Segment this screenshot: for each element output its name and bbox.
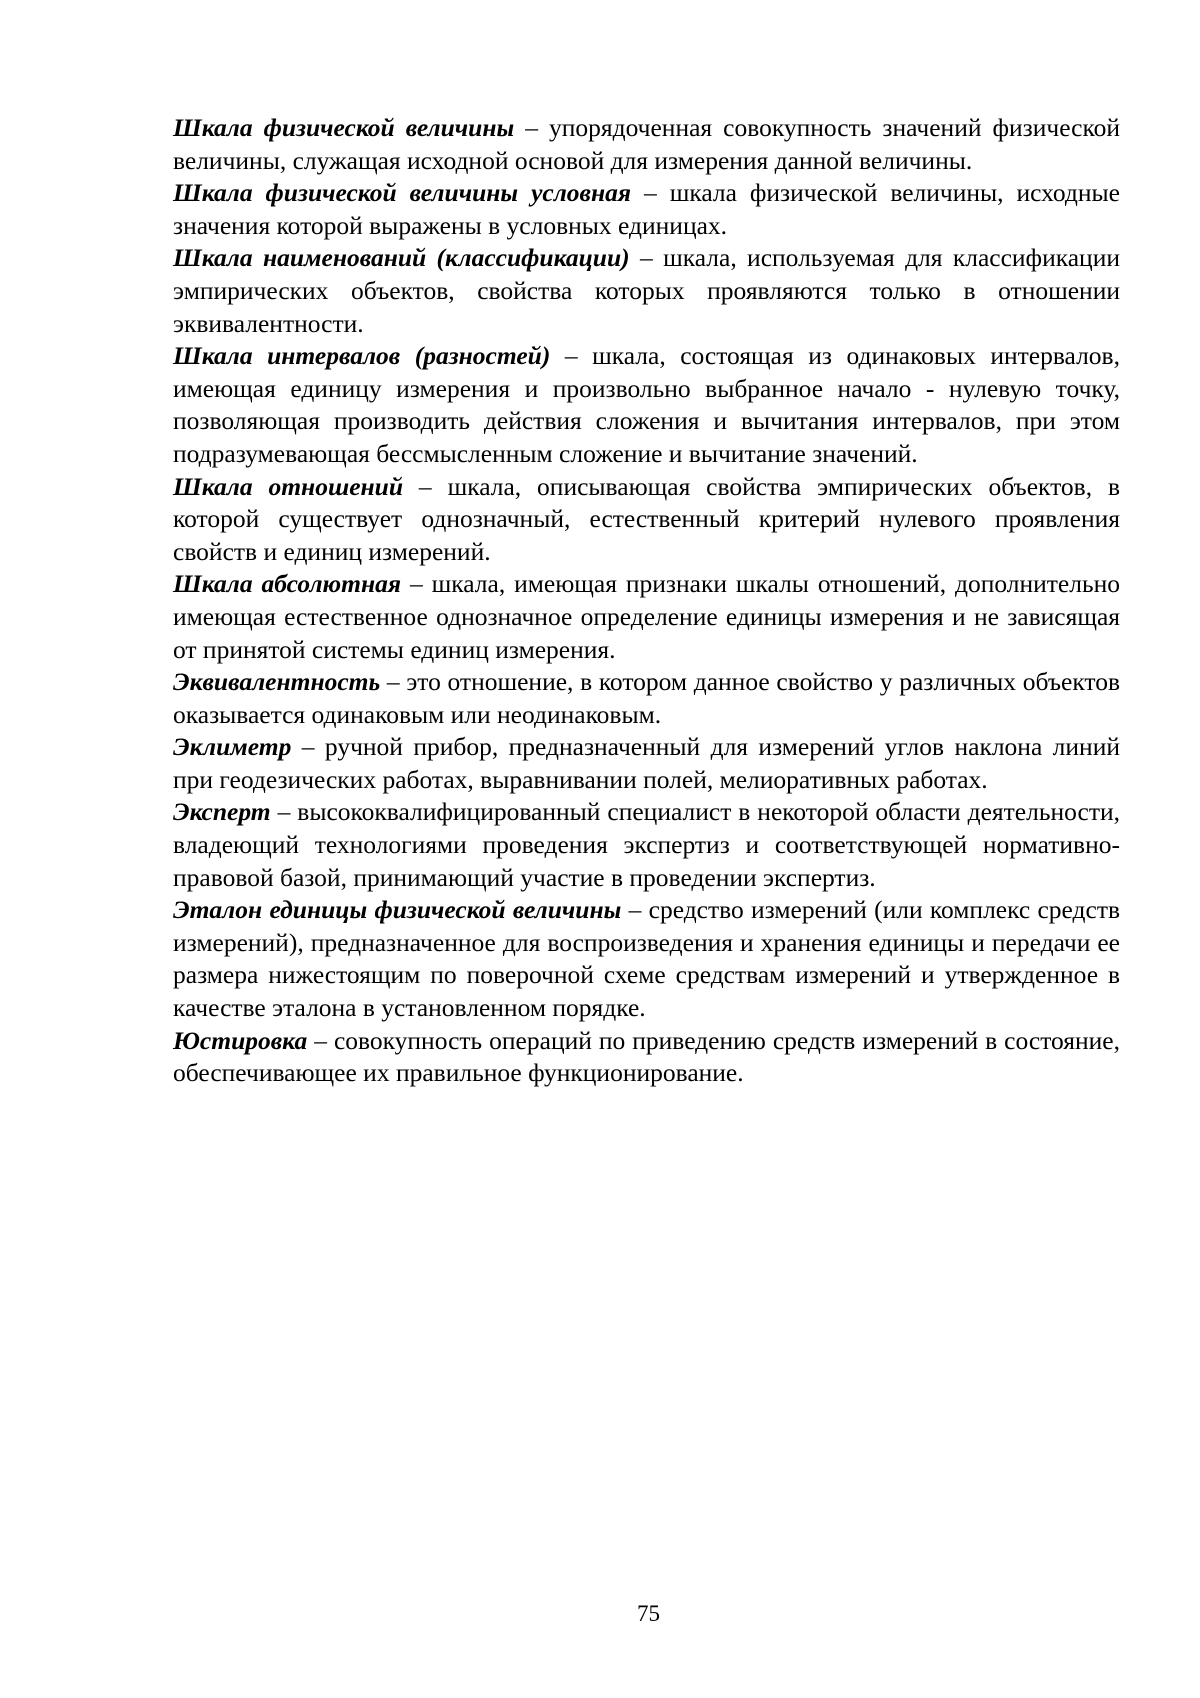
glossary-entry: [173, 112, 1120, 177]
glossary-term: Шкала отношений: [173, 471, 404, 501]
glossary-definition: – высококвалифицированный специалист в некоторой области деятельности, владеющий технологиями проведения экспертиз и соответствующей нормативно-правовой базой, принимающий участие в проведении экспертиз.: [173, 797, 1120, 892]
glossary-definition: – шкала, используемая для классификации эмпирических объектов, свойства которых проявляются только в отношении эквивалентности.: [173, 243, 1120, 338]
glossary-definition: – средство измерений (или комплекс средств измерений), предназначенное для воспроизведения и хранения единицы и передачи ее размера нижестоящим по поверочной схеме средствам измерений и утвержденное в качестве эталона в установленном порядке.: [173, 895, 1120, 1023]
glossary-entry: [173, 340, 1120, 470]
glossary-term: Эклиметр: [173, 732, 292, 762]
glossary-term: Эквивалентность: [173, 667, 381, 697]
glossary-entry: [173, 1025, 1120, 1090]
glossary-entry: [173, 471, 1120, 569]
glossary-entry: [173, 177, 1120, 242]
glossary-definition: – совокупность операций по приведению средств измерений в состояние, обеспечивающее их правильное функционирование.: [173, 1025, 1120, 1088]
glossary-entry: [173, 731, 1120, 796]
glossary-definition: – шкала, описывающая свойства эмпирических объектов, в которой существует однозначный, естественный критерий нулевого проявления свойств и единиц измерений.: [173, 471, 1120, 566]
glossary-term: Шкала абсолютная: [173, 569, 402, 599]
glossary-definition: – шкала, имеющая признаки шкалы отношений, дополнительно имеющая естественное однозначное определение единицы измерения и не зависящая от принятой системы единиц измерения.: [173, 569, 1121, 664]
glossary-term: Эксперт: [173, 797, 271, 827]
glossary-term: Юстировка: [173, 1025, 308, 1055]
glossary-definition: – ручной прибор, предназначенный для измерений углов наклона линий при геодезических работах, выравнивании полей, мелиоративных работах.: [173, 732, 1120, 794]
glossary-term: Шкала физической величины: [173, 113, 515, 142]
glossary-definition: – упорядоченная совокупность значений физической величины, служащая исходной основой для измерения данной величины.: [173, 113, 1120, 175]
glossary-definition: – шкала, состоящая из одинаковых интервалов, имеющая единицу измерения и произвольно выбранное начало - нулевую точку, позволяющая производить действия сложения и вычитания интервалов, при этом подразумевающая бессмысленным сложение и вычитание значений.: [173, 341, 1120, 468]
glossary-term: Шкала физической величины условная: [173, 178, 631, 208]
glossary-definition: – это отношение, в котором данное свойство у различных объектов оказывается одинаковым или неодинаковым.: [173, 667, 1120, 729]
page-number: 75: [637, 1601, 660, 1626]
glossary-entry: [173, 894, 1120, 1024]
glossary-entry: [173, 242, 1120, 340]
glossary-entry: [173, 568, 1120, 666]
glossary-entry: [173, 796, 1120, 894]
glossary-term: Эталон единицы физической величины: [173, 895, 622, 925]
glossary-term: Шкала наименований (классификации): [173, 243, 630, 273]
glossary-text: [173, 112, 1120, 1090]
glossary-term: Шкала интервалов (разностей): [173, 341, 551, 371]
glossary-entry: [173, 666, 1120, 731]
glossary-definition: – шкала физической величины, исходные значения которой выражены в условных единицах.: [173, 178, 1120, 240]
